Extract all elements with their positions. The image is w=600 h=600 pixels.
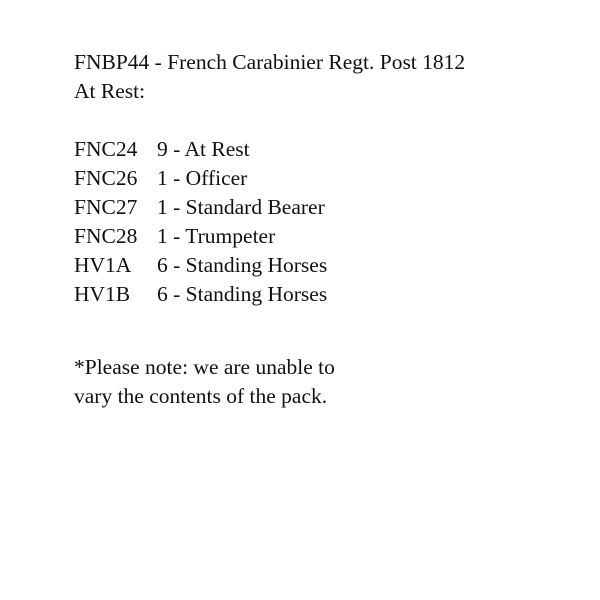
item-description: 6 - Standing Horses — [157, 253, 328, 277]
pack-title: FNBP44 - French Carabinier Regt. Post 1812 — [74, 50, 466, 74]
item-code: FNC27 — [74, 195, 138, 219]
item-code: FNC28 — [74, 224, 138, 248]
list-item — [74, 251, 574, 280]
contents-list — [74, 135, 574, 309]
spacer — [74, 309, 574, 353]
list-item — [74, 164, 574, 193]
item-code: HV1A — [74, 253, 132, 277]
item-description: 1 - Officer — [157, 166, 248, 190]
note-line-1: *Please note: we are unable to — [74, 355, 335, 379]
list-item — [74, 135, 574, 164]
note-line-2: vary the contents of the pack. — [74, 384, 328, 408]
item-code: FNC26 — [74, 166, 138, 190]
spacer — [74, 106, 574, 135]
item-description: 9 - At Rest — [157, 137, 250, 161]
document-body — [74, 48, 574, 411]
list-item — [74, 280, 574, 309]
item-description: 6 - Standing Horses — [157, 282, 328, 306]
list-item — [74, 222, 574, 251]
list-item — [74, 193, 574, 222]
item-description: 1 - Standard Bearer — [157, 195, 325, 219]
item-code: FNC24 — [74, 137, 138, 161]
item-description: 1 - Trumpeter — [157, 224, 276, 248]
pack-subtitle: At Rest: — [74, 79, 146, 103]
item-code: HV1B — [74, 282, 131, 306]
